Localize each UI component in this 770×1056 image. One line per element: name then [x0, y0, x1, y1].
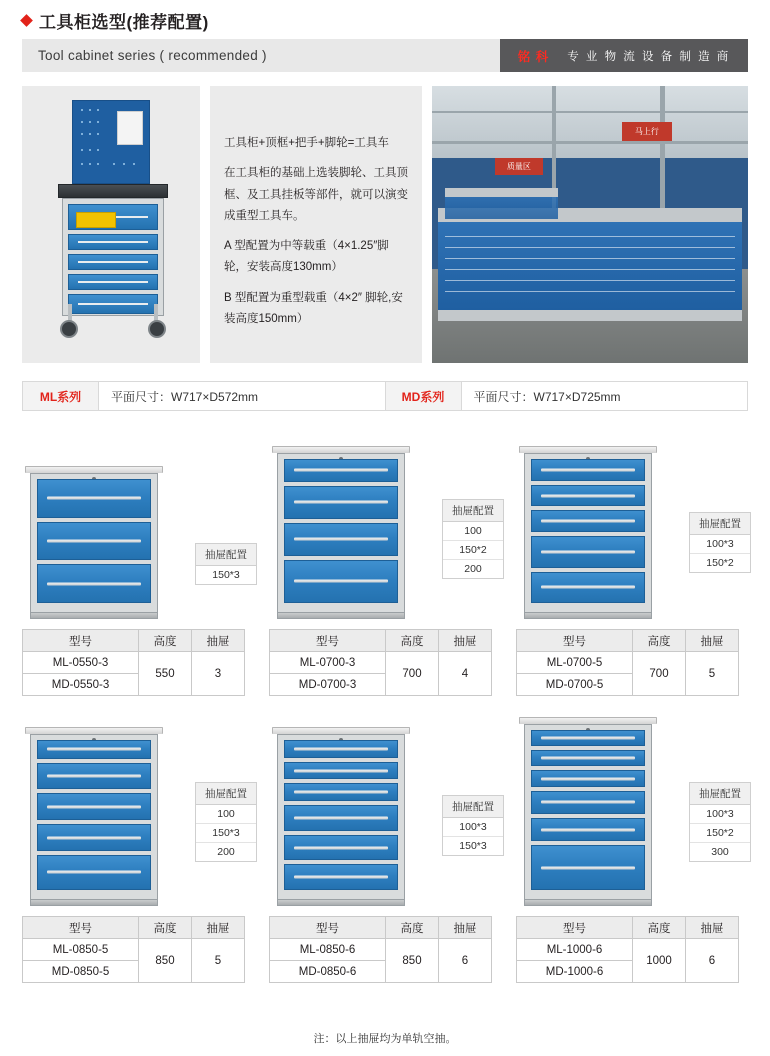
cart-tool-tray	[76, 212, 116, 228]
drawer	[531, 791, 645, 814]
drawer-count-value: 5	[686, 652, 739, 696]
cabinet-illustration-4	[269, 716, 504, 906]
drawer	[284, 459, 398, 482]
drawer	[37, 793, 151, 820]
th-model: 型号	[517, 917, 633, 939]
pegboard	[72, 100, 150, 184]
height-value: 700	[633, 652, 686, 696]
th-height: 高度	[139, 917, 192, 939]
model-md: MD-0700-5	[517, 674, 633, 696]
config-item: 200	[464, 563, 482, 575]
config-title: 抽屉配置	[443, 796, 503, 818]
drawer	[37, 763, 151, 790]
drawer	[531, 536, 645, 568]
product-card-0	[22, 429, 257, 696]
config-item: 100	[443, 522, 503, 541]
drawer	[284, 486, 398, 519]
model-md: MD-0550-3	[23, 674, 139, 696]
drawer	[284, 805, 398, 831]
intro-line-2: 在工具柜的基础上选装脚轮、工具顶框、及工具挂板等部件，就可以演变成重型工具车。	[224, 167, 408, 222]
drawer	[37, 740, 151, 759]
config-title: 抽屉配置	[690, 783, 750, 805]
drawer-config-4	[442, 795, 504, 856]
table-row	[270, 652, 492, 674]
spec-table-0	[22, 629, 245, 696]
drawer-config-1	[442, 499, 504, 579]
spec-table-1	[269, 629, 492, 696]
cart-worktop	[58, 184, 168, 198]
config-item: 150*3	[196, 824, 256, 843]
diamond-icon	[20, 14, 33, 27]
product-card-2	[516, 429, 751, 696]
model-ml: ML-0700-5	[517, 652, 633, 674]
drawer	[284, 864, 398, 890]
config-item: 150*2	[690, 824, 750, 843]
model-ml: ML-0850-6	[270, 939, 386, 961]
intro-line-1: 工具柜+顶框+把手+脚轮=工具车	[224, 137, 389, 149]
th-drawers: 抽屉	[192, 630, 245, 652]
height-value: 850	[139, 939, 192, 983]
th-height: 高度	[386, 917, 439, 939]
series-value-md: 平面尺寸：W717×D725mm	[462, 382, 748, 410]
th-drawers: 抽屉	[192, 917, 245, 939]
product-grid	[22, 429, 748, 983]
drawer	[531, 818, 645, 841]
height-value: 850	[386, 939, 439, 983]
model-ml: ML-0700-3	[270, 652, 386, 674]
intro-line-4: B 型配置为重型载重（4×2″ 脚轮,安装高度150mm）	[224, 291, 403, 325]
table-row	[270, 939, 492, 961]
drawer-count-value: 6	[686, 939, 739, 983]
product-card-4	[269, 716, 504, 983]
cabinet-illustration-5	[516, 716, 751, 906]
model-md: MD-0700-3	[270, 674, 386, 696]
config-title: 抽屉配置	[443, 500, 503, 522]
height-value: 550	[139, 652, 192, 696]
tool-cart-illustration	[22, 86, 200, 363]
drawer	[531, 459, 645, 481]
drawer	[284, 783, 398, 801]
th-model: 型号	[270, 630, 386, 652]
drawer	[531, 770, 645, 786]
drawer-config-2	[689, 512, 751, 573]
spec-table-3	[22, 916, 245, 983]
product-card-5	[516, 716, 751, 983]
config-title: 抽屉配置	[196, 783, 256, 805]
caster-wheel	[148, 320, 166, 338]
model-ml: ML-0550-3	[23, 652, 139, 674]
config-title: 抽屉配置	[196, 544, 256, 566]
series-label-md: MD系列	[386, 382, 462, 410]
photo-banner-right: 马上行	[622, 122, 673, 141]
model-ml: ML-0850-5	[23, 939, 139, 961]
pegboard-paper	[117, 111, 143, 145]
drawer	[37, 855, 151, 890]
drawer-config-0	[195, 543, 257, 585]
drawer	[284, 560, 398, 603]
model-md: MD-1000-6	[517, 961, 633, 983]
th-height: 高度	[386, 630, 439, 652]
height-value: 1000	[633, 939, 686, 983]
intro-text-block	[210, 86, 422, 363]
intro-section	[22, 86, 748, 363]
drawer	[531, 510, 645, 532]
drawer-count-value: 5	[192, 939, 245, 983]
th-drawers: 抽屉	[686, 917, 739, 939]
drawer-config-3	[195, 782, 257, 862]
drawer-config-5	[689, 782, 751, 862]
drawer	[531, 730, 645, 746]
th-height: 高度	[139, 630, 192, 652]
th-model: 型号	[23, 917, 139, 939]
config-item: 100*3	[690, 805, 750, 824]
drawer	[37, 824, 151, 851]
series-label-ml: ML系列	[23, 382, 99, 410]
footnote: 注：以上抽屉均为单轨空抽。	[313, 1033, 457, 1045]
cabinet-illustration-1	[269, 429, 504, 619]
table-row	[23, 652, 245, 674]
series-bar	[22, 381, 748, 411]
th-model: 型号	[23, 630, 139, 652]
table-row	[23, 939, 245, 961]
caster-wheel	[60, 320, 78, 338]
brand-block	[500, 39, 748, 72]
th-drawers: 抽屉	[686, 630, 739, 652]
height-value: 700	[386, 652, 439, 696]
page-title: 工具柜选型(推荐配置)	[39, 13, 209, 32]
photo-banner-left: 质量区	[495, 158, 542, 175]
subtitle-bar	[22, 39, 748, 72]
config-item: 200	[217, 846, 235, 858]
config-item: 150*3	[459, 840, 487, 852]
spec-table-5	[516, 916, 739, 983]
drawer-count-value: 3	[192, 652, 245, 696]
product-row	[22, 716, 748, 983]
config-item: 300	[711, 846, 729, 858]
config-title: 抽屉配置	[690, 513, 750, 535]
model-md: MD-0850-5	[23, 961, 139, 983]
config-item: 100*3	[690, 535, 750, 554]
brand-name: 铭 科	[517, 49, 550, 64]
config-item: 100*3	[443, 818, 503, 837]
drawer	[531, 750, 645, 766]
drawer	[531, 572, 645, 604]
config-item: 100	[196, 805, 256, 824]
th-drawers: 抽屉	[439, 630, 492, 652]
product-row	[22, 429, 748, 696]
product-card-3	[22, 716, 257, 983]
tool-cart-drawing	[50, 100, 176, 350]
drawer-count-value: 4	[439, 652, 492, 696]
th-model: 型号	[270, 917, 386, 939]
drawer	[531, 485, 645, 507]
th-drawers: 抽屉	[439, 917, 492, 939]
cabinet-illustration-3	[22, 716, 257, 906]
drawer	[531, 845, 645, 890]
drawer-count-value: 6	[439, 939, 492, 983]
brand-tagline: 专 业 物 流 设 备 制 造 商	[567, 50, 731, 63]
drawer	[284, 835, 398, 861]
subtitle-en: Tool cabinet series ( recommended )	[22, 39, 500, 72]
series-value-ml: 平面尺寸：W717×D572mm	[99, 382, 386, 410]
spec-table-4	[269, 916, 492, 983]
intro-line-3: A 型配置为中等载重（4×1.25″脚轮，安装高度130mm）	[224, 240, 389, 274]
model-ml: ML-1000-6	[517, 939, 633, 961]
cabinet-illustration-0	[22, 429, 257, 619]
drawer	[37, 479, 151, 518]
product-card-1	[269, 429, 504, 696]
drawer	[284, 523, 398, 556]
th-model: 型号	[517, 630, 633, 652]
spec-table-2	[516, 629, 739, 696]
model-md: MD-0850-6	[270, 961, 386, 983]
table-row	[517, 939, 739, 961]
page-header	[0, 0, 770, 39]
config-item: 150*2	[706, 557, 734, 569]
drawer	[37, 522, 151, 561]
cabinet-illustration-2	[516, 429, 751, 619]
drawer	[284, 740, 398, 758]
warehouse-photo	[432, 86, 748, 363]
th-height: 高度	[633, 630, 686, 652]
drawer	[284, 762, 398, 780]
config-item: 150*3	[212, 569, 240, 581]
drawer	[37, 564, 151, 603]
th-height: 高度	[633, 917, 686, 939]
table-row	[517, 652, 739, 674]
config-item: 150*2	[443, 541, 503, 560]
